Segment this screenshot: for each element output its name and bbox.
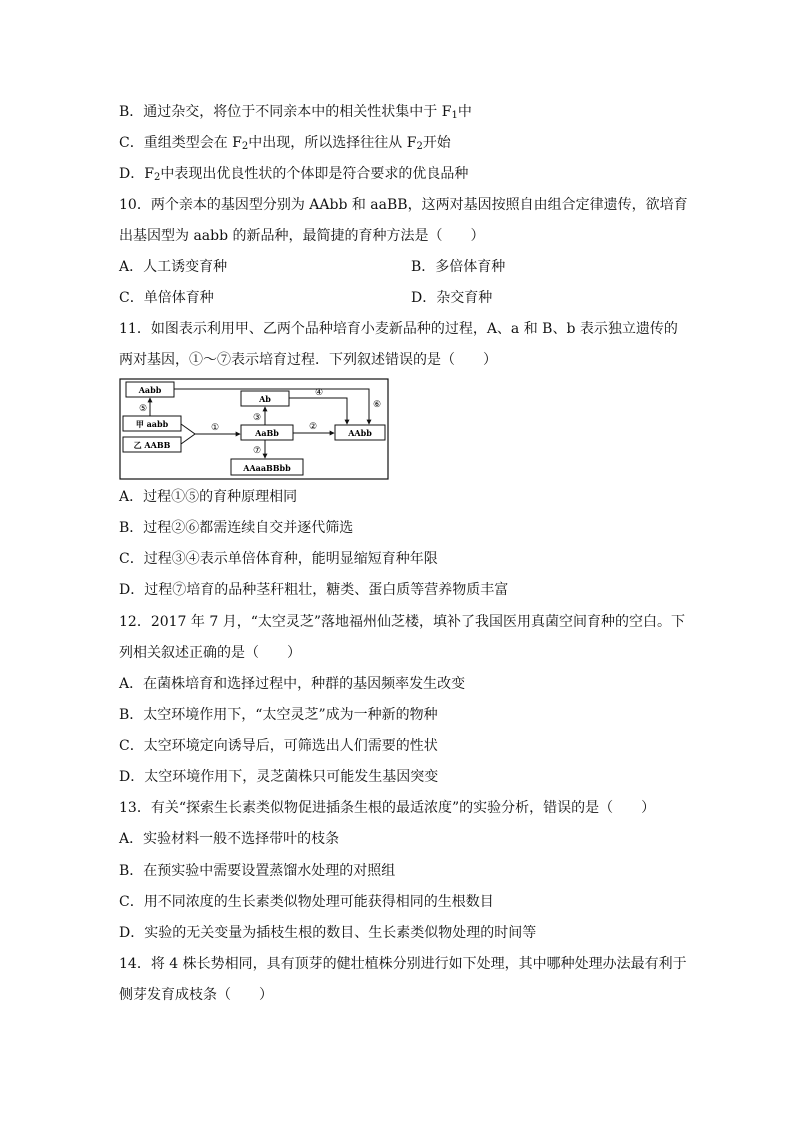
q11-option-d: D．过程⑦培育的品种茎秆粗壮，糖类、蛋白质等营养物质丰富 <box>119 582 509 598</box>
step7-label: ⑦ <box>252 446 262 456</box>
q12-option-b: B．太空环境作用下，“太空灵芝”成为一种新的物种 <box>119 707 438 723</box>
step3-label: ③ <box>252 413 262 423</box>
q12-option-d: D．太空环境作用下，灵芝菌株只可能发生基因突变 <box>119 769 439 785</box>
step6-label: ⑥ <box>372 400 382 410</box>
q9-option-b: B．通过杂交，将位于不同亲本中的相关性状集中于 $F_1$中 <box>119 104 472 121</box>
step5-label: ⑤ <box>138 404 148 414</box>
box-aabb-mid-label: AaBb <box>255 428 279 438</box>
box-jia-label: 甲 aabb <box>135 419 169 429</box>
box-aaaabbbb-label: AAaaBBbb <box>243 463 291 473</box>
q13-stem: 13．有关“探索生长素类似物促进插条生根的最适浓度”的实验分析，错误的是（ ） <box>119 800 656 816</box>
breeding-process-diagram <box>119 378 389 480</box>
q10-option-a: A．人工诱变育种 <box>119 259 228 275</box>
q11-stem-line2: 两对基因，①～⑦表示培育过程．下列叙述错误的是（ ） <box>119 352 497 368</box>
box-aabb-right-label: AAbb <box>348 428 372 438</box>
q14-stem-line1: 14．将 4 株长势相同，具有顶芽的健壮植株分别进行如下处理，其中哪种处理办法最有利于 <box>119 956 687 972</box>
q14-stem-line2: 侧芽发育成枝条（ ） <box>119 987 273 1003</box>
q9-option-c: C．重组类型会在 $F_2$中出现，所以选择往往从 $F_2$开始 <box>119 135 451 152</box>
q13-option-c: C．用不同浓度的生长素类似物处理可能获得相同的生根数目 <box>119 894 494 910</box>
arrow-step4 <box>289 398 347 424</box>
q11-stem-line1: 11．如图表示利用甲、乙两个品种培育小麦新品种的过程，A、a 和 B、b 表示独立遗传的 <box>119 321 678 337</box>
q12-option-c: C．太空环境定向诱导后，可筛选出人们需要的性状 <box>119 738 438 754</box>
cross-bracket <box>181 424 195 444</box>
box-ab-label: Ab <box>259 394 271 404</box>
q11-option-c: C．过程③④表示单倍体育种，能明显缩短育种年限 <box>119 551 438 567</box>
q13-option-d: D．实验的无关变量为插枝生根的数目、生长素类似物处理的时间等 <box>119 925 537 941</box>
q11-option-b: B．过程②⑥都需连续自交并逐代筛选 <box>119 520 354 536</box>
q12-option-a: A．在菌株培育和选择过程中，种群的基因频率发生改变 <box>119 676 466 692</box>
step1-label: ① <box>210 423 220 433</box>
q10-option-d: D．杂交育种 <box>411 290 493 306</box>
q11-option-a: A．过程①⑤的育种原理相同 <box>119 489 298 505</box>
q10-option-b: B．多倍体育种 <box>411 259 506 275</box>
q10-stem-line2: 出基因型为 aabb 的新品种，最简捷的育种方法是（ ） <box>119 228 485 244</box>
q12-stem-line2: 列相关叙述正确的是（ ） <box>119 645 301 661</box>
q10-option-c: C．单倍体育种 <box>119 290 214 306</box>
q12-stem-line1: 12．2017 年 7 月，“太空灵芝”落地福州仙芝楼，填补了我国医用真菌空间育种的空白。下 <box>119 614 686 630</box>
step2-label: ② <box>308 422 318 432</box>
box-yi-label: 乙 AABB <box>133 440 171 450</box>
q13-option-b: B．在预实验中需要设置蒸馏水处理的对照组 <box>119 863 396 879</box>
q10-stem-line1: 10．两个亲本的基因型分别为 AAbb 和 aaBB，这两对基因按照自由组合定律遗传，欲培育 <box>119 197 688 213</box>
step4-label: ④ <box>314 388 324 398</box>
q13-option-a: A．实验材料一般不选择带叶的枝条 <box>119 831 340 847</box>
box-aabb-top-label: Aabb <box>138 385 162 395</box>
q9-option-d: D．$F_2$中表现出优良性状的个体即是符合要求的优良品种 <box>119 166 469 183</box>
